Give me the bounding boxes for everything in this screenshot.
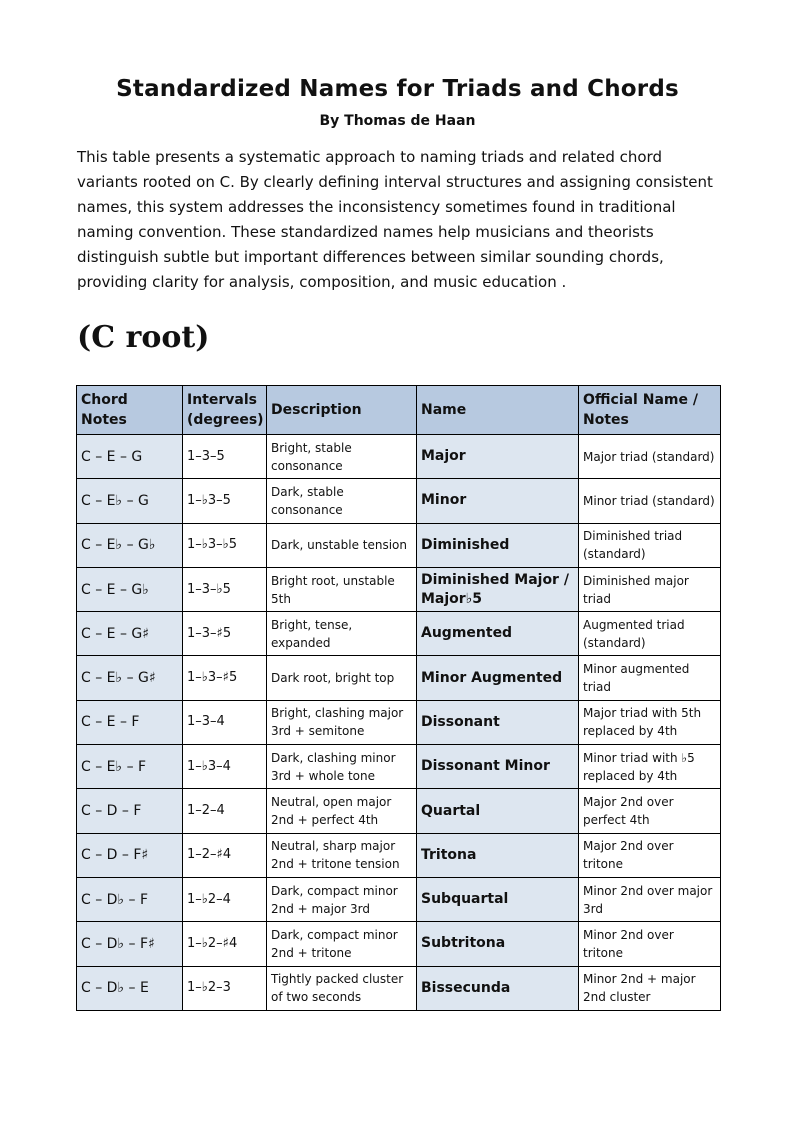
cell-description: Bright, stable consonance (267, 435, 417, 479)
cell-intervals: 1–3–♭5 (183, 567, 267, 611)
table-row (77, 612, 721, 656)
table-row (77, 567, 721, 611)
cell-description: Dark root, bright top (267, 656, 417, 700)
cell-official-name: Diminished triad (standard) (579, 523, 721, 567)
cell-description: Dark, compact minor 2nd + tritone (267, 922, 417, 966)
header-description: Description (267, 386, 417, 435)
cell-chord-notes: C – D – F♯ (77, 833, 183, 877)
cell-intervals: 1–3–5 (183, 435, 267, 479)
cell-official-name: Minor 2nd over major 3rd (579, 877, 721, 921)
document-author: By Thomas de Haan (319, 113, 476, 129)
cell-official-name: Minor 2nd over tritone (579, 922, 721, 966)
cell-description: Dark, unstable tension (267, 523, 417, 567)
table-row (77, 877, 721, 921)
cell-official-name: Augmented triad (standard) (579, 612, 721, 656)
cell-chord-notes: C – D – F (77, 789, 183, 833)
cell-chord-notes: C – E – G♭ (77, 567, 183, 611)
cell-intervals: 1–3–♯5 (183, 612, 267, 656)
cell-name: Tritona (417, 833, 579, 877)
cell-name: Dissonant Minor (417, 745, 579, 789)
table-row (77, 966, 721, 1010)
cell-description: Tightly packed cluster of two seconds (267, 966, 417, 1010)
cell-name: Quartal (417, 789, 579, 833)
cell-name: Minor (417, 479, 579, 523)
cell-intervals: 1–3–4 (183, 700, 267, 744)
table-row (77, 789, 721, 833)
table-row (77, 700, 721, 744)
cell-official-name: Minor augmented triad (579, 656, 721, 700)
cell-description: Neutral, sharp major 2nd + tritone tension (267, 833, 417, 877)
cell-name: Subquartal (417, 877, 579, 921)
cell-description: Neutral, open major 2nd + perfect 4th (267, 789, 417, 833)
cell-official-name: Minor 2nd + major 2nd cluster (579, 966, 721, 1010)
cell-official-name: Major triad with 5th replaced by 4th (579, 700, 721, 744)
table-row (77, 656, 721, 700)
cell-description: Bright root, unstable 5th (267, 567, 417, 611)
table-body (77, 435, 721, 1011)
cell-chord-notes: C – D♭ – F (77, 877, 183, 921)
cell-intervals: 1–♭2–4 (183, 877, 267, 921)
cell-intervals: 1–♭3–♭5 (183, 523, 267, 567)
cell-intervals: 1–2–4 (183, 789, 267, 833)
cell-description: Dark, compact minor 2nd + major 3rd (267, 877, 417, 921)
table-row (77, 922, 721, 966)
cell-chord-notes: C – E♭ – F (77, 745, 183, 789)
cell-intervals: 1–♭3–4 (183, 745, 267, 789)
cell-name: Bissecunda (417, 966, 579, 1010)
cell-chord-notes: C – E – G♯ (77, 612, 183, 656)
cell-official-name: Major triad (standard) (579, 435, 721, 479)
header-official-name: Official Name / Notes (579, 386, 721, 435)
cell-description: Dark, clashing minor 3rd + whole tone (267, 745, 417, 789)
intro-paragraph: This table presents a systematic approach to naming triads and related chord variants rooted on C. By clearly defining interval structures and assigning consistent names, this system addresses the inconsistency sometimes found in traditional naming convention. These standardized names help musicians and theorists distinguish subtle but important differences between similar sounding chords, providing clarity for analysis, composition, and music education . (77, 148, 713, 291)
cell-official-name: Diminished major triad (579, 567, 721, 611)
cell-chord-notes: C – E – F (77, 700, 183, 744)
cell-official-name: Minor triad with ♭5 replaced by 4th (579, 745, 721, 789)
document-title: Standardized Names for Triads and Chords (116, 76, 679, 102)
cell-name: Diminished (417, 523, 579, 567)
cell-name: Augmented (417, 612, 579, 656)
table-row (77, 745, 721, 789)
table-row (77, 523, 721, 567)
cell-description: Dark, stable consonance (267, 479, 417, 523)
cell-chord-notes: C – E – G (77, 435, 183, 479)
cell-description: Bright, tense, expanded (267, 612, 417, 656)
table-row (77, 435, 721, 479)
cell-intervals: 1–♭3–5 (183, 479, 267, 523)
cell-description: Bright, clashing major 3rd + semitone (267, 700, 417, 744)
cell-chord-notes: C – E♭ – G♭ (77, 523, 183, 567)
header-intervals: Intervals (degrees) (183, 386, 267, 435)
cell-intervals: 1–2–♯4 (183, 833, 267, 877)
cell-intervals: 1–♭2–3 (183, 966, 267, 1010)
table-row (77, 833, 721, 877)
cell-name: Dissonant (417, 700, 579, 744)
section-heading: (C root) (77, 320, 210, 355)
cell-official-name: Minor triad (standard) (579, 479, 721, 523)
chord-table (76, 385, 721, 1011)
cell-chord-notes: C – E♭ – G♯ (77, 656, 183, 700)
cell-chord-notes: C – D♭ – E (77, 966, 183, 1010)
table-header-row (77, 386, 721, 435)
cell-intervals: 1–♭3–♯5 (183, 656, 267, 700)
cell-intervals: 1–♭2–♯4 (183, 922, 267, 966)
cell-name: Minor Augmented (417, 656, 579, 700)
cell-name: Major (417, 435, 579, 479)
cell-official-name: Major 2nd over perfect 4th (579, 789, 721, 833)
cell-chord-notes: C – D♭ – F♯ (77, 922, 183, 966)
cell-chord-notes: C – E♭ – G (77, 479, 183, 523)
header-name: Name (417, 386, 579, 435)
cell-name: Subtritona (417, 922, 579, 966)
header-chord-notes: Chord Notes (77, 386, 183, 435)
table-row (77, 479, 721, 523)
cell-name: Diminished Major / Major♭5 (417, 567, 579, 611)
cell-official-name: Major 2nd over tritone (579, 833, 721, 877)
